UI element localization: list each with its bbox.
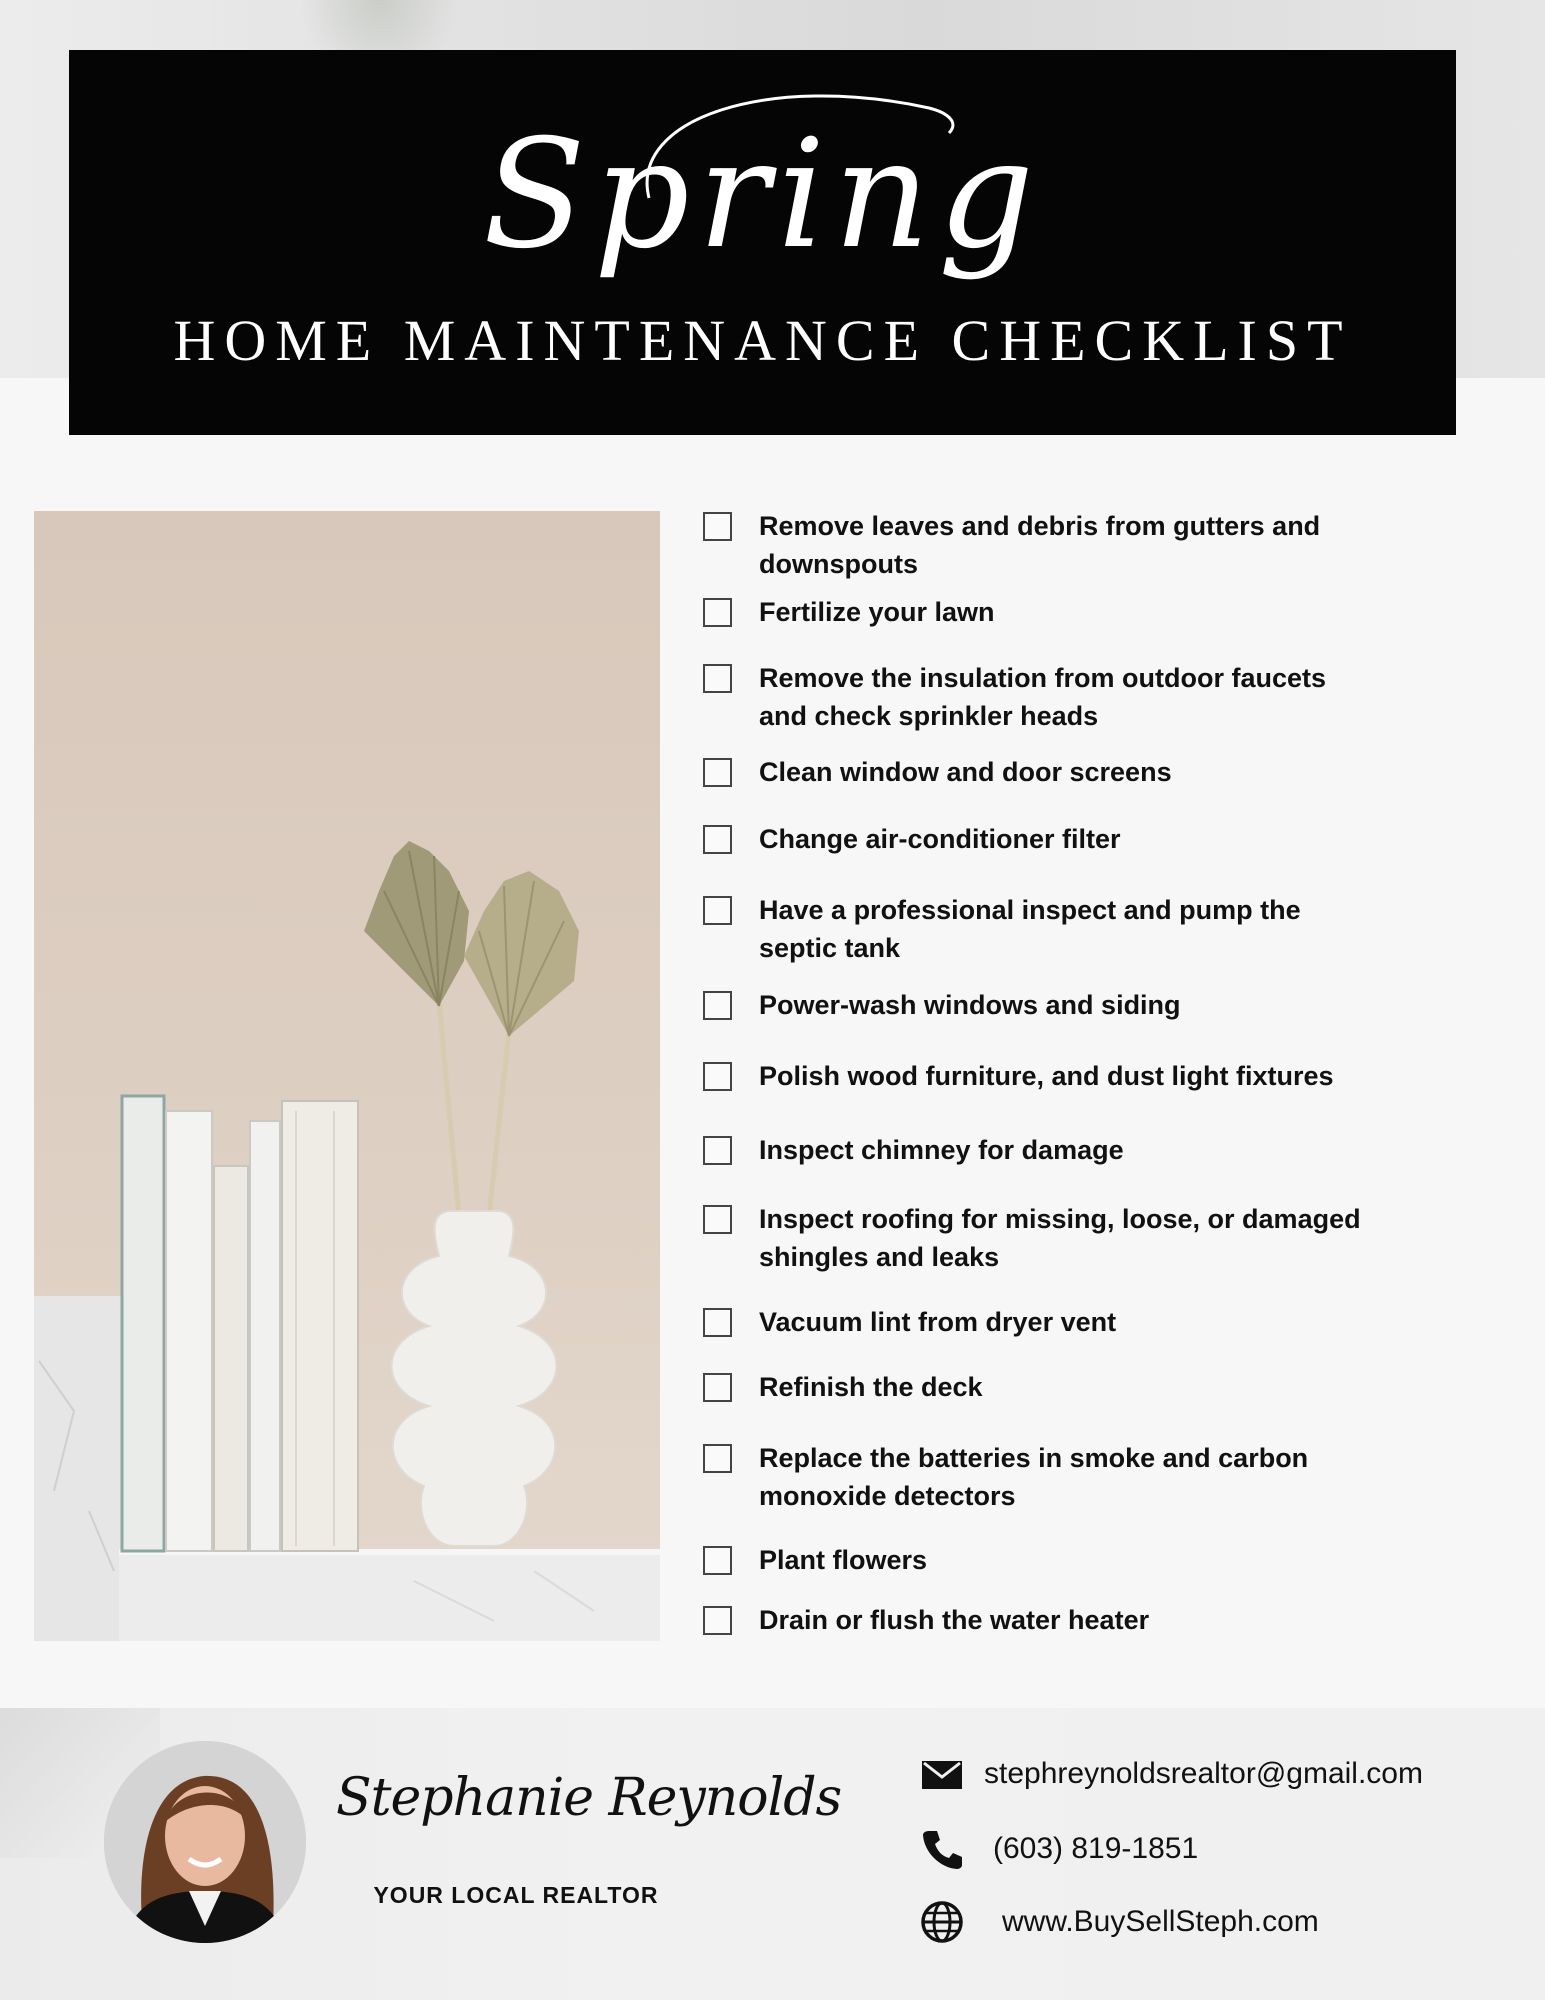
- email-link[interactable]: stephreynoldsrealtor@gmail.com: [984, 1757, 1423, 1790]
- checklist-item-label: [759, 820, 1439, 858]
- checkbox[interactable]: [703, 1062, 732, 1091]
- label-line: Fertilize your lawn: [759, 597, 995, 627]
- label-line: Remove leaves and debris from gutters and: [759, 511, 1321, 541]
- phone-icon: [920, 1827, 964, 1871]
- checkbox[interactable]: [703, 1373, 732, 1402]
- checkbox[interactable]: [703, 1444, 732, 1473]
- label-line: Plant flowers: [759, 1545, 928, 1575]
- realtor-avatar: [104, 1741, 306, 1943]
- label-line: Inspect chimney for damage: [759, 1135, 1124, 1165]
- checklist-item-label: [759, 1541, 1439, 1579]
- checklist-item-label: [759, 891, 1439, 967]
- checkbox[interactable]: [703, 896, 732, 925]
- checkbox[interactable]: [703, 512, 732, 541]
- label-line: Change air-conditioner filter: [759, 824, 1121, 854]
- phone-link[interactable]: (603) 819-1851: [993, 1832, 1199, 1865]
- label-line: monoxide detectors: [759, 1481, 1016, 1511]
- label-line: Inspect roofing for missing, loose, or damaged: [759, 1204, 1361, 1234]
- checkbox[interactable]: [703, 664, 732, 693]
- label-line: septic tank: [759, 933, 901, 963]
- label-line: Refinish the deck: [759, 1372, 983, 1402]
- vase-and-books-illustration: [34, 511, 660, 1641]
- globe-icon: [920, 1900, 964, 1944]
- checklist-item-label: [759, 593, 1439, 631]
- checkbox[interactable]: [703, 825, 732, 854]
- checklist-item-label: [759, 753, 1439, 791]
- page-title-script: Spring: [482, 108, 1043, 282]
- checklist-item-label: [759, 1439, 1439, 1515]
- label-line: Replace the batteries in smoke and carbon: [759, 1443, 1309, 1473]
- checklist-item-label: [759, 659, 1439, 735]
- checkbox[interactable]: [703, 1546, 732, 1575]
- checklist-item-label: [759, 1131, 1439, 1169]
- label-line: and check sprinkler heads: [759, 701, 1099, 731]
- label-line: shingles and leaks: [759, 1242, 1000, 1272]
- label-line: Vacuum lint from dryer vent: [759, 1307, 1117, 1337]
- envelope-icon: [920, 1752, 964, 1796]
- checklist-item-label: [759, 1057, 1439, 1095]
- website-link[interactable]: www.BuySellSteph.com: [1002, 1905, 1319, 1938]
- checklist-item-label: [759, 1303, 1439, 1341]
- checklist-item-label: [759, 986, 1439, 1024]
- label-line: Clean window and door screens: [759, 757, 1172, 787]
- checklist: [703, 0, 1463, 1700]
- checkbox[interactable]: [703, 1205, 732, 1234]
- page-subtitle: HOME MAINTENANCE CHECKLIST: [173, 308, 1352, 373]
- checkbox[interactable]: [703, 1136, 732, 1165]
- realtor-role: YOUR LOCAL REALTOR: [373, 1882, 659, 1908]
- checklist-item-label: [759, 1200, 1439, 1276]
- label-line: Have a professional inspect and pump the: [759, 895, 1301, 925]
- label-line: Drain or flush the water heater: [759, 1605, 1150, 1635]
- decorative-photo: [34, 511, 660, 1641]
- checkbox[interactable]: [703, 1308, 732, 1337]
- realtor-signature: Stephanie Reynolds: [336, 1768, 842, 1828]
- avatar-portrait: [104, 1741, 306, 1943]
- label-line: downspouts: [759, 549, 918, 579]
- checklist-item-label: [759, 507, 1439, 583]
- checkbox[interactable]: [703, 598, 732, 627]
- label-line: Remove the insulation from outdoor faucets: [759, 663, 1327, 693]
- label-line: Power-wash windows and siding: [759, 990, 1181, 1020]
- checklist-item-label: [759, 1368, 1439, 1406]
- label-line: Polish wood furniture, and dust light fixtures: [759, 1061, 1334, 1091]
- checkbox[interactable]: [703, 758, 732, 787]
- checkbox[interactable]: [703, 1606, 732, 1635]
- checkbox[interactable]: [703, 991, 732, 1020]
- checklist-item-label: [759, 1601, 1439, 1639]
